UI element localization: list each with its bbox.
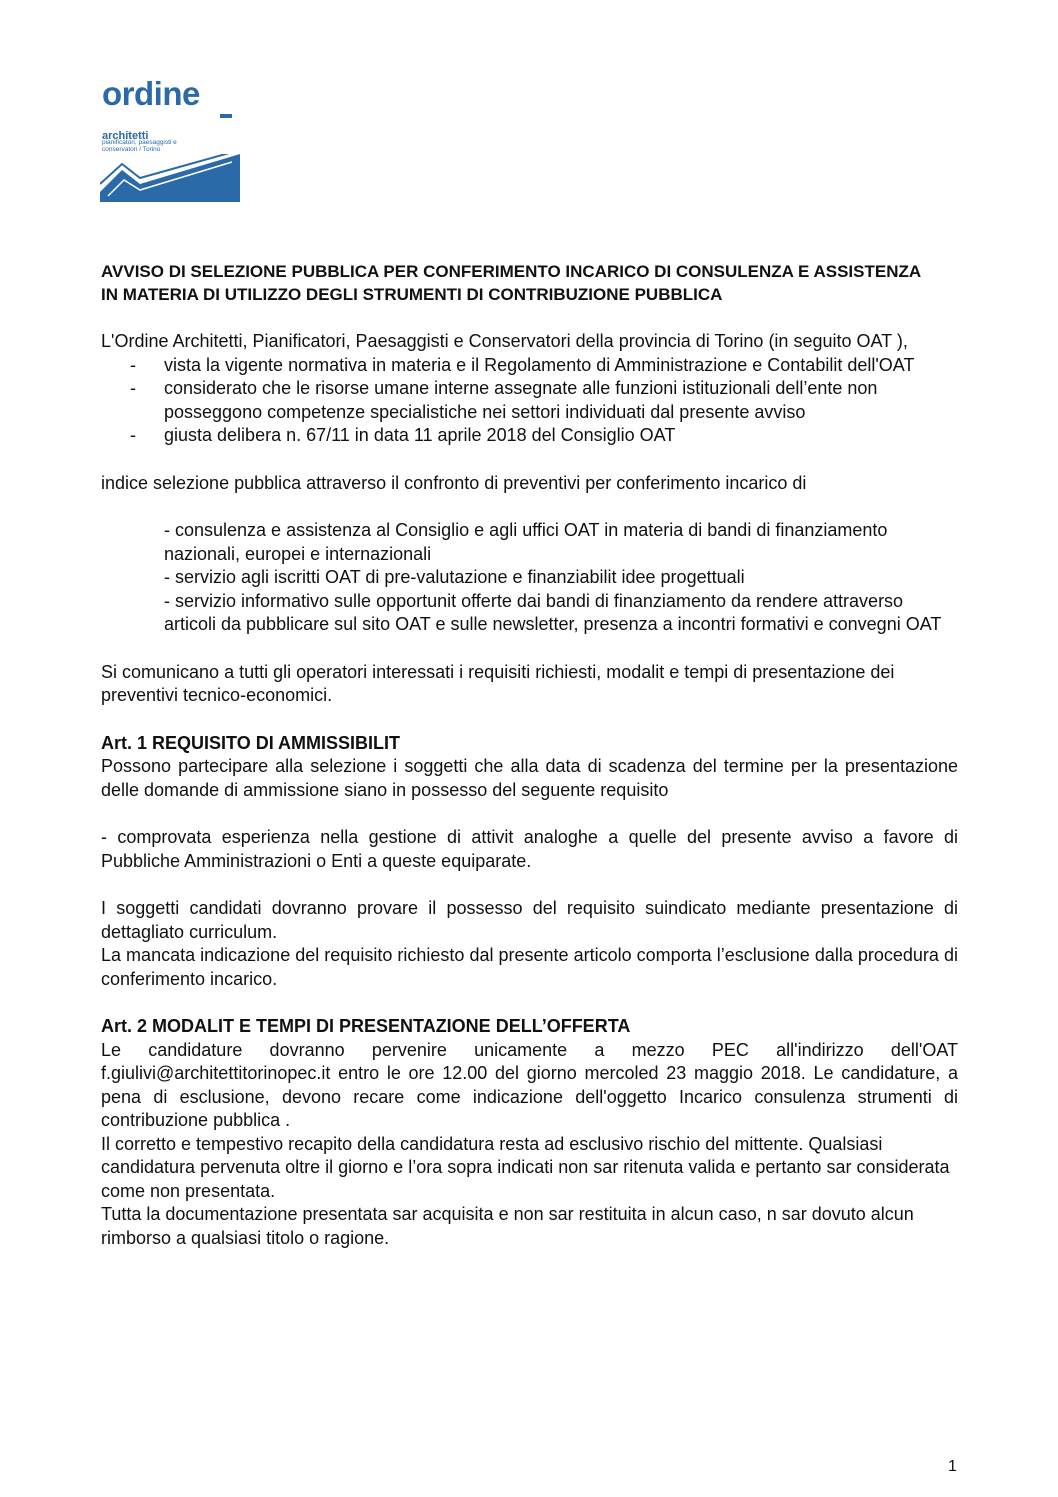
intro-paragraph: L'Ordine Architetti, Pianificatori, Paesaggisti e Conservatori della provincia di Torino (in seguito OAT ),	[101, 331, 908, 351]
art1-paragraph-4: La mancata indicazione del requisito richiesto dal presente articolo comporta l’esclusione dalla procedura di conferimento incarico.	[101, 945, 958, 989]
art2-paragraph-2: Il corretto e tempestivo recapito della candidatura resta ad esclusivo rischio del mittente. Qualsiasi candidatura pervenuta oltre il giorno e l’ora sopra indicati non sar ritenuta valida e pertanto sar considerata come non presentata.	[101, 1133, 950, 1201]
art2-paragraph-1: Le candidature dovranno pervenire unicamente a mezzo PEC all'indirizzo dell'OAT f.giulivi@architettitorinopec.it entro le ore 12.00 del giorno mercoled 23 maggio 2018. Le candidature, a pena di esclusione, devono recare come indicazione dell'oggetto Incarico consulenza strumenti di contribuzione pubblica .	[101, 1039, 958, 1130]
art1-heading: Art. 1 REQUISITO DI AMMISSIBILIT	[101, 732, 401, 753]
logo-tagline: pianificatori, paesaggisti e conservatori / Torino	[102, 139, 177, 153]
ordine-architetti-logo	[100, 75, 245, 206]
list-item: - considerato che le risorse umane interne assegnate alle funzioni istituzionali dell’ente non posseggono competenze specialistiche nei settori individuati dal presente avviso	[101, 377, 958, 424]
list-item: - giusta delibera n. 67/11 in data 11 aprile 2018 del Consiglio OAT	[101, 424, 958, 448]
logo-graphic-icon	[100, 154, 240, 204]
art2-heading: Art. 2 MODALIT E TEMPI DI PRESENTAZIONE DELL’OFFERTA	[101, 1016, 631, 1036]
list-item: - servizio agli iscritti OAT di pre-valutazione e finanziabilit idee progettuali	[164, 567, 745, 587]
services-list	[101, 519, 958, 637]
list-item: - vista la vigente normativa in materia e il Regolamento di Amministrazione e Contabilit dell'OAT	[101, 354, 958, 378]
document-body	[101, 260, 958, 1250]
art1-paragraph-2: - comprovata esperienza nella gestione di attivit analoghe a quelle del presente avviso a favore di Pubbliche Amministrazioni o Enti a queste equiparate.	[101, 827, 958, 871]
indice-paragraph: indice selezione pubblica attraverso il confronto di preventivi per conferimento incarico di	[101, 472, 807, 493]
logo-wordmark: ordine	[102, 75, 200, 112]
logo-dash	[220, 114, 232, 118]
art2-paragraph-3: Tutta la documentazione presentata sar acquisita e non sar restituita in alcun caso, n sar dovuto alcun rimborso a qualsiasi titolo o ragione.	[101, 1204, 914, 1248]
art1-paragraph-3: I soggetti candidati dovranno provare il possesso del requisito suindicato mediante presentazione di dettagliato curriculum.	[101, 898, 958, 942]
art1-paragraph-1: Possono partecipare alla selezione i soggetti che alla data di scadenza del termine per la presentazione delle domande di ammissione siano in possesso del seguente requisito	[101, 756, 958, 800]
comunicano-paragraph: Si comunicano a tutti gli operatori interessati i requisiti richiesti, modalit e tempi di presentazione dei preventivi tecnico-economici.	[101, 661, 895, 705]
title-line-1: AVVISO DI SELEZIONE PUBBLICA PER CONFERIMENTO INCARICO DI CONSULENZA E ASSISTENZA	[101, 262, 922, 281]
list-item: - consulenza e assistenza al Consiglio e agli uffici OAT in materia di bandi di finanziamento nazionali, europei e internazionali	[164, 520, 888, 564]
title-line-2: IN MATERIA DI UTILIZZO DEGLI STRUMENTI DI CONTRIBUZIONE PUBBLICA	[101, 285, 723, 304]
list-item: - servizio informativo sulle opportunit offerte dai bandi di finanziamento da rendere attraverso articoli da pubblicare sul sito OAT e sulle newsletter, presenza a incontri formativi e convegni OAT	[164, 590, 942, 634]
page-number: 1	[948, 1458, 957, 1475]
premises-list	[101, 354, 958, 448]
logo-subtitle: architetti	[102, 130, 149, 142]
